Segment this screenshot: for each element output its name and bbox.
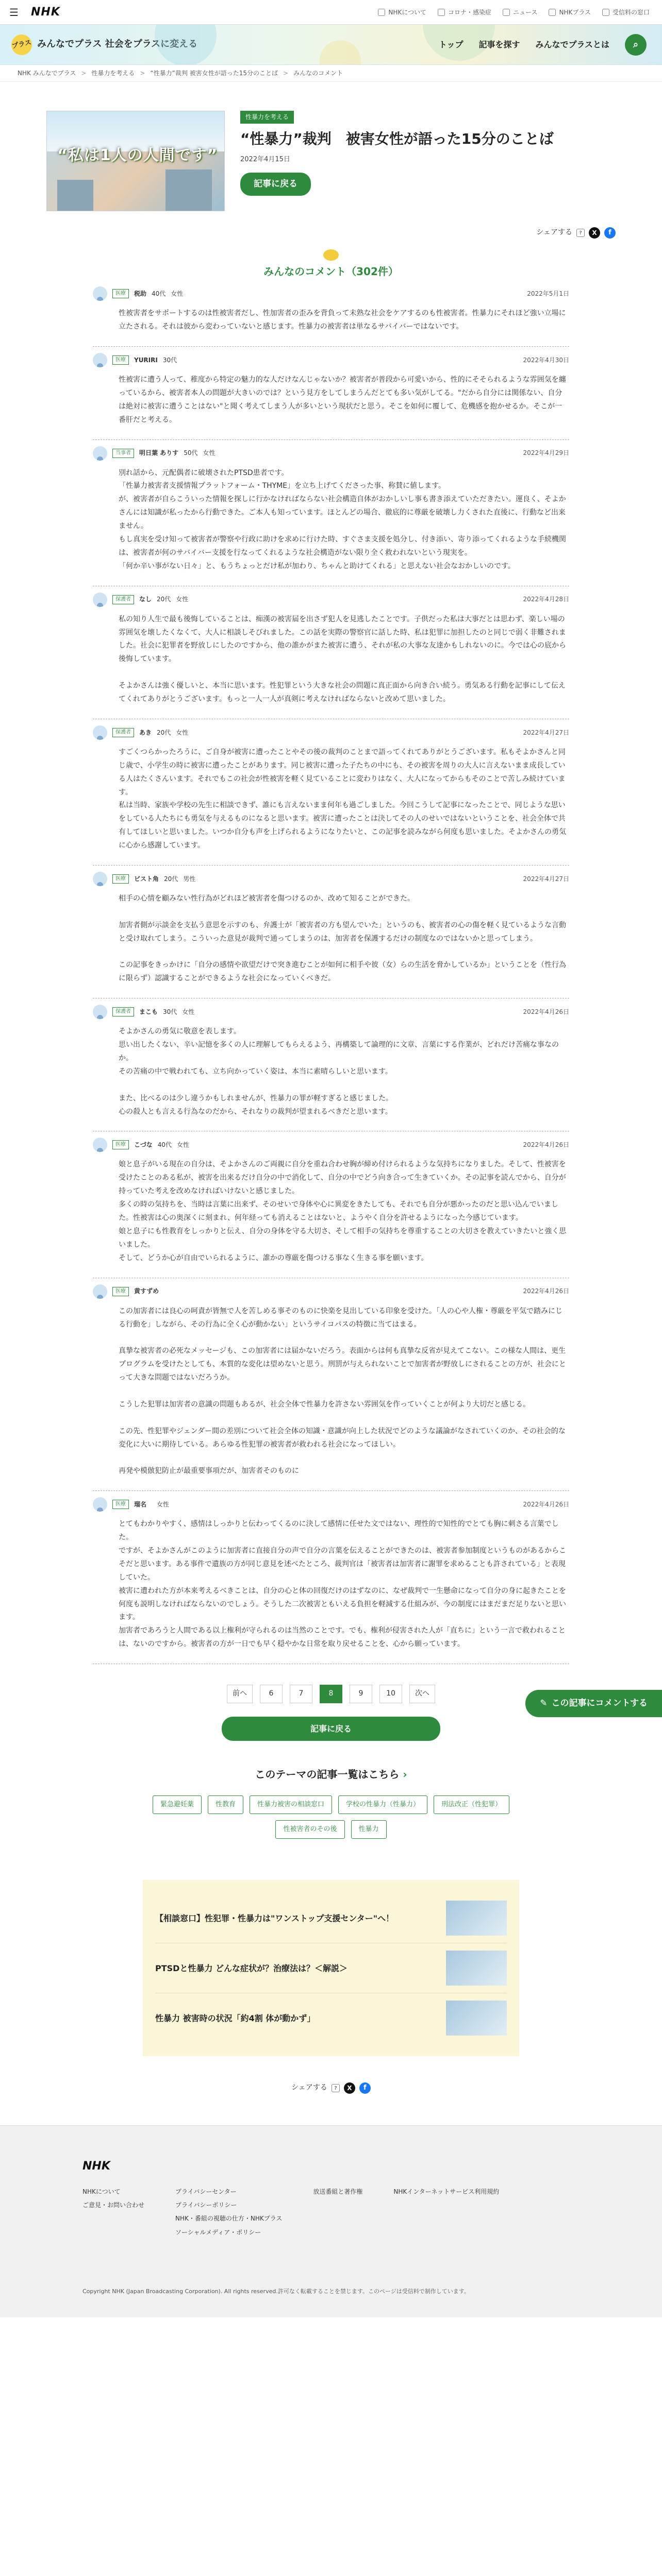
global-header (0, 0, 662, 25)
footer-links (82, 2187, 580, 2241)
theme-chip[interactable]: 刑法改正（性犯罪） (434, 1795, 509, 1814)
comment-age: 20代 (157, 596, 171, 603)
avatar (93, 446, 107, 461)
comment-author: 瑠名 (134, 1500, 147, 1508)
comment-role-badge: 医療 (112, 1287, 129, 1296)
help-icon[interactable]: ? (332, 2084, 340, 2092)
comment-meta (93, 1284, 569, 1299)
theme-chips (140, 1795, 522, 1839)
comment-item (93, 1491, 569, 1664)
site-badge[interactable]: プラス (9, 32, 34, 57)
bottom-back-to-article-button[interactable]: 記事に戻る (222, 1717, 440, 1741)
hamburger-menu-icon[interactable]: ☰ (9, 6, 19, 19)
theme-heading[interactable]: このテーマの記事一覧はこちら › (255, 1768, 407, 1781)
chevron-right-icon: › (403, 1768, 407, 1781)
comment-author: まこも (139, 1008, 158, 1016)
comment-meta (93, 1497, 569, 1512)
comment-gender: 男性 (183, 875, 196, 883)
comment-gender: 女性 (177, 1141, 190, 1149)
article-thumbnail[interactable] (46, 111, 225, 211)
pager-page-6[interactable]: 6 (260, 1685, 283, 1703)
avatar-head-icon (97, 1148, 103, 1152)
comment-item (93, 1131, 569, 1278)
comment-meta (93, 725, 569, 740)
related-articles (143, 1880, 519, 2056)
share-bar (536, 227, 616, 239)
comment-body: すごくつらかったろうに、ご自身が被害に遭ったことやその後の裁判のことまで語ってくれてありがとうございます。私もそよかさんと同じ歳で、小学生の時に被害に遭ったことがあります。同じ被害に遭った子たちの中にも、その被害を周りの大人に言えないまま成長している人はたくさんいます。それでもこの社会が性被害を軽く見ていることに変わりはなく、大人になってからもそのことで苦しみ続けています。 私は当時、家族や学校の先生に相談できず、誰にも言えないまま何年も過ごしました。今回こうして記事になったことで、同じような思いをしている人たちにも勇気を与えるものになると思います。被害に遭ったことは決してその人のせいではないということを、社会全体で共有してほしいと思いました。いつか自分も声を上げられるようになりたいと、この記事を読みながら何度も思いました。そよかさんの勇気に心から感謝しています。 (119, 748, 566, 850)
pager-page-8[interactable]: 8 (320, 1685, 342, 1703)
comment-item (93, 280, 569, 347)
footer-link[interactable]: NHKインターネットサービス利用規約 (393, 2188, 500, 2195)
bottom-share-row (0, 2082, 662, 2125)
pager-page-10[interactable]: 10 (379, 1685, 402, 1703)
copyright: Copyright NHK (Japan Broadcasting Corporation). All rights reserved.許可なく転載することを禁じます。このページは受信料で制作しています。 (82, 2288, 470, 2295)
article-title: “性暴力”裁判 被害女性が語った15分のことば (240, 130, 554, 147)
comment-age: 20代 (164, 875, 178, 883)
global-link-fee[interactable]: 受信料の窓口 (602, 7, 650, 18)
comment-meta (93, 1005, 569, 1019)
comment-gender: 女性 (171, 290, 184, 297)
post-comment-button[interactable]: ✎ この記事にコメントする (525, 1690, 662, 1717)
avatar (93, 592, 107, 607)
comments-heading (0, 249, 662, 280)
comment-gender: 女性 (176, 596, 189, 603)
nav-about[interactable]: みんなでプラスとは (535, 40, 609, 50)
theme-tag[interactable]: 性暴力を考える (240, 111, 294, 123)
avatar (93, 1005, 107, 1019)
avatar (93, 286, 107, 301)
comment-role-badge: 保護者 (112, 728, 134, 737)
comment-author: あき (139, 728, 152, 736)
help-icon[interactable]: ? (576, 229, 585, 237)
comment-item (93, 998, 569, 1131)
comment-role-badge: 当事者 (112, 449, 134, 458)
theme-section (0, 1766, 662, 1839)
breadcrumb (0, 65, 662, 82)
comment-date: 2022年5月1日 (527, 290, 569, 297)
comment-date: 2022年4月26日 (523, 1500, 569, 1508)
footer-link[interactable]: NHK・番組の視聴の仕方・NHKプラス (175, 2215, 283, 2223)
global-link-news[interactable]: ニュース (503, 7, 537, 18)
comment-role-badge: 医療 (112, 289, 129, 298)
comment-role-badge: 医療 (112, 874, 129, 884)
related-article-thumbnail (446, 2001, 507, 2036)
comment-meta (93, 286, 569, 301)
comment-meta (93, 353, 569, 367)
global-link-plus[interactable]: NHKプラス (549, 7, 591, 18)
comment-author: 明日葉 ありす (139, 449, 179, 457)
comment-meta (93, 592, 569, 607)
related-article-item[interactable] (155, 1993, 507, 2043)
x-share-icon[interactable]: X (344, 2082, 355, 2094)
comment-role-badge: 保護者 (112, 1007, 134, 1016)
comment-item (93, 719, 569, 866)
window-icon (602, 9, 609, 16)
comment-body: 性被害者をサポートするのは性被害者だし、性加害者の歪みを背負って未熟な社会をケアするのも性被害者。性暴力にそれほど強い立場に立たされる。それは彼から変わっていないと感じます。性暴力の被害者は単なるサバイバーではないです。 (119, 309, 566, 331)
news-icon (503, 9, 510, 16)
comment-body: 性被害に遭う人って、稚度から特定の魅力的な人だけなんじゃないか？被害者が普段から可愛いから、性的にそそられるような雰囲気を纏っているから、被害者本人の問題が大きいのでは？という見方をしてしまうんだとても多い気がしてる。"だから自分には関係ない、自分は絶対に被害に遭うことはない"と聞く考えてしまう人が多いという現状だと思う。そこを如何に覆して、危機感を抱かせるか。そこが一番肝だと考える。 (119, 375, 566, 424)
theme-chip[interactable]: 性暴力被害の相談窓口 (250, 1795, 332, 1814)
comment-body: 娘と息子がいる現在の自分は、そよかさんのご両親に自分を重ね合わせ胸が締め付けられるような気持ちになりました。そして、性被害を受けたことのある私が、被害を出来るだけ自分の中で消化して、自分の中でどう向き合って生きていくか。その記事を読んでから、自分が持っていた考えを改めなければいけないと感じました。 多くの時の気持ちを、当時は言葉に出来ず、そのせいで身体や心に異変をきたしても、それでも自分が悪かったのだと思い込んでいました。性被害は心の奥深くに刻まれ、何年経っても消えることはないと、ようやく自分を許せるようになった今感じています。 娘と息子にも性教育をしっかりと伝え、自分の身体を守る大切さ、そして相手の気持ちを尊重することの大切さを教えていきたいと強く思いました。 そして、どうか心が自由でいられるように、誰かの尊厳を傷つける事なく生きる事を願います。 (119, 1160, 567, 1262)
comment-age: 50代 (184, 449, 198, 457)
avatar-head-icon (97, 297, 103, 301)
pager-next-button[interactable]: 次へ (409, 1685, 435, 1703)
footer-link[interactable]: プライバシーポリシー (175, 2201, 237, 2209)
avatar-head-icon (97, 456, 103, 461)
article-date: 2022年4月15日 (240, 155, 290, 163)
comment-age: 40代 (157, 1141, 172, 1149)
comment-role-badge: 医療 (112, 1140, 129, 1149)
comment-age: 30代 (162, 356, 177, 364)
comment-role-badge: 医療 (112, 1500, 129, 1509)
theme-chip[interactable]: 性暴力 (351, 1820, 387, 1839)
related-article-title: 【相談窓口】性犯罪・性暴力は"ワンストップ支援センター"へ！ (155, 1913, 394, 1923)
footer-link[interactable]: ご意見・お問い合わせ (82, 2201, 145, 2209)
comment-meta (93, 1138, 569, 1152)
related-article-thumbnail (446, 1951, 507, 1986)
comment-item (93, 347, 569, 440)
site-name[interactable]: みんなでプラス 社会をプラスに変える (37, 39, 198, 50)
site-nav (439, 25, 647, 65)
footer-logo[interactable]: NHK (82, 2160, 110, 2173)
breadcrumb-article[interactable]: “性暴力”裁判 被害女性が語った15分のことば (150, 70, 278, 77)
comment-body: そよかさんの勇気に敬意を表します。 思い出したくない、辛い記憶を多くの人に理解してもらえるよう、再構築して論理的に文章、言葉にする作業が、どれだけ苦痛な事なのか。 その苦痛の中で戦われても、立ち向かっていく姿は、本当に素晴らしいと思います。 また、比べるのは少し違うかもしれませんが、性暴力の罪が軽すぎると感じました。 心の殺人とも言える行為なのだから、それなりの裁判が望まれるべきだと思います。 (119, 1027, 559, 1116)
comment-body: とてもわかりやすく、感情はしっかりと伝わってくるのに決して感情に任せた文ではない、理性的で知性的でとても胸に刺さる言葉でした。 ですが、そよかさんがこのように加害者に直接自分の声で自分の言葉を伝えることができたのは、被害者参加制度というものがあるからこそだと思います。ある事件で遺族の方が同じ意見を述べたところ、裁判官は「被害者は加害者に謝罪を求めることも許されている」と表現していた。 被害に遭われた方が本来考えるべきことは、自分の心と体の回復だけのはずなのに、なぜ裁判で一生懸命になって自分の身に起きたことを何度も説明しなければならないのでしょう。そうした二次被害ともいえる負担を軽減する仕組みが、今の制度にはまだまだ足りないと思います。 加害者であろうと人間である以上権利が守られるのは当然のことです。でも、権利が侵害された人が「直ちに」という一言で救われることは、ないのですから。被害者の方が一日でも早く穏やかな日常を取り戻せることを、心から願っています。 (119, 1520, 566, 1649)
x-share-icon[interactable]: X (589, 227, 600, 239)
footer-link[interactable]: 放送番組と著作権 (313, 2188, 363, 2195)
comment-role-badge: 保護者 (112, 595, 134, 604)
comment-author: 税助 (134, 290, 147, 297)
comment-meta (93, 872, 569, 886)
comment-gender: 女性 (203, 449, 216, 457)
comment-age: 30代 (163, 1008, 177, 1016)
comment-date: 2022年4月26日 (523, 1008, 569, 1016)
comment-list (93, 280, 569, 1664)
share-row (0, 227, 662, 239)
comment-body: 相手の心情を顧みない性行為がどれほど被害者を傷つけるのか、改めて知ることができた。 加害者側が示談金を支払う意思を示すのも、弁護士が「被害者の方も望んでいた」というのも、被害者の心の傷を軽く見ているような言動と受け取れてしまう。こういった意見が裁判で通ってしまうのは、加害者を保護するだけの制度なのではないかと思ってしまう。 この記事をきっかけに「自分の感情や欲望だけで突き進むことが如何に相手や彼（女）らの生活を脅かしているか」ということを（性行為に限らず）認識することができるような社会になっていくべきだ。 (119, 894, 566, 983)
comment-date: 2022年4月29日 (523, 449, 569, 457)
footer-column (393, 2187, 499, 2241)
nhk-logo[interactable]: NHK (31, 5, 60, 19)
comment-gender: 女性 (157, 1500, 170, 1508)
footer-column (175, 2187, 282, 2241)
global-nav (378, 0, 650, 25)
pager-page-7[interactable]: 7 (290, 1685, 312, 1703)
comment-age: 40代 (152, 290, 166, 297)
comment-gender: 女性 (176, 728, 189, 736)
footer-link[interactable]: NHKについて (82, 2188, 121, 2195)
avatar-head-icon (97, 882, 103, 886)
comments-title: みんなのコメント（302件） (263, 265, 399, 278)
breadcrumb-separator: > (283, 70, 289, 77)
comment-meta (93, 446, 569, 461)
thumbnail-building (57, 180, 93, 211)
avatar-head-icon (97, 736, 103, 740)
avatar-head-icon (97, 1295, 103, 1299)
comment-date: 2022年4月26日 (523, 1287, 569, 1295)
comment-item (93, 440, 569, 586)
footer-column (313, 2187, 362, 2241)
breadcrumb-theme[interactable]: 性暴力を考える (91, 70, 135, 77)
play-icon (549, 9, 556, 16)
avatar (93, 872, 107, 886)
thumbnail-building (166, 170, 212, 211)
nav-top[interactable]: トップ (438, 40, 464, 50)
theme-chip[interactable]: 性被害者のその後 (275, 1820, 344, 1839)
related-article-title: 性暴力 被害時の状況「約4割 体が動かず」 (155, 2013, 316, 2023)
comment-gender: 女性 (182, 1008, 195, 1016)
comment-author: こづな (134, 1141, 153, 1149)
theme-chip[interactable]: 学校の性暴力（性暴力） (338, 1795, 427, 1814)
search-icon[interactable]: ⌕ (625, 34, 647, 56)
facebook-share-icon[interactable]: f (604, 227, 616, 239)
back-to-article-button[interactable]: 記事に戻る (240, 173, 311, 196)
article-header (0, 82, 662, 227)
comment-body: この加害者には良心の呵責が皆無で人を苦しめる事そのものに快楽を見出している印象を受けた。「人の心や人権・尊厳を平気で踏みにじる行動を」しながら、その行為に全く心が動かない」というサイコパスの特徴に当てはまる。 真摯な被害者の必死なメッセージも、この加害者には届かないだろう。表面からは何も真摯な反省が見えてこない。この様な人間は、更生プログラムを受けたとしても、本質的な変化は望めないと思う。刑罰が与えられないことで加害者が野放しにされることの方が、社会にとって大きな問題ではないだろうか。 こうした犯罪は加害者の意識の問題もあるが、社会全体で性暴力を許さない雰囲気を作っていくことが何より大切だと感じる。 この先、性犯罪やジェンダー間の差別について社会全体の知識・意識が向上した状況でどのような議論がなされていくのか、その社会的な変化に大いに期待している。あらゆる性犯罪の被害者が救われる社会になってほしい。 再発や模倣犯防止が最重要事項だが、加害者そのものに (119, 1307, 566, 1476)
comment-item (93, 1278, 569, 1492)
avatar (93, 353, 107, 367)
global-link-about[interactable]: NHKについて (378, 7, 426, 18)
avatar (93, 725, 107, 740)
avatar-head-icon (97, 1015, 103, 1019)
avatar-head-icon (97, 603, 103, 607)
footer-link[interactable]: ソーシャルメディア・ポリシー (175, 2228, 261, 2236)
comment-author: 黄すずめ (134, 1287, 159, 1295)
theme-chip[interactable]: 緊急避妊薬 (153, 1795, 202, 1814)
comment-age: 20代 (157, 728, 171, 736)
breadcrumb-current: みんなのコメント (293, 70, 343, 77)
decoration-circle (320, 40, 361, 65)
theme-chip[interactable]: 性教育 (208, 1795, 243, 1814)
comment-date: 2022年4月28日 (523, 596, 569, 603)
comment-date: 2022年4月27日 (523, 728, 569, 736)
related-article-item[interactable] (155, 1893, 507, 1943)
comment-date: 2022年4月26日 (523, 1141, 569, 1149)
avatar (93, 1138, 107, 1152)
bottom-share-bar (291, 2082, 371, 2094)
article-info (240, 111, 616, 211)
facebook-share-icon[interactable]: f (359, 2082, 371, 2094)
footer (0, 2125, 662, 2317)
related-article-title: PTSDと性暴力 どんな症状が？治療法は？＜解説＞ (155, 1963, 348, 1973)
nav-find-articles[interactable]: 記事を探す (478, 40, 520, 50)
comment-date: 2022年4月30日 (523, 356, 569, 364)
pencil-icon: ✎ (540, 1698, 548, 1708)
site-header (0, 25, 662, 65)
footer-link[interactable]: プライバシーセンター (175, 2188, 237, 2195)
info-icon (378, 9, 385, 16)
avatar-head-icon (97, 363, 103, 367)
thumbnail-caption: “私は1人の人間です” (57, 146, 218, 165)
related-article-thumbnail (446, 1901, 507, 1936)
global-link-corona[interactable]: コロナ・感染症 (438, 7, 491, 18)
comment-role-badge: 医療 (112, 355, 129, 365)
comment-date: 2022年4月27日 (523, 875, 569, 883)
comment-author: ビスト角 (134, 875, 159, 883)
virus-icon (438, 9, 445, 16)
pager-page-9[interactable]: 9 (350, 1685, 372, 1703)
comment-item (93, 586, 569, 719)
comment-author: なし (139, 596, 152, 603)
avatar (93, 1497, 107, 1512)
speech-bubble-icon (323, 249, 339, 261)
breadcrumb-separator: > (140, 70, 145, 77)
footer-column (82, 2187, 144, 2241)
comment-author: YURIRI (134, 356, 158, 364)
avatar-head-icon (97, 1507, 103, 1512)
breadcrumb-home[interactable]: NHK みんなでプラス (18, 70, 76, 77)
share-label: シェアする (536, 228, 572, 237)
share-label: シェアする (291, 2083, 327, 2092)
comment-item (93, 866, 569, 998)
pager-prev-button[interactable]: 前へ (227, 1685, 253, 1703)
avatar (93, 1284, 107, 1299)
breadcrumb-separator: > (81, 70, 87, 77)
decoration-circle (155, 25, 217, 65)
comment-body: 私の知り人生で最も後悔していることは、痴漢の被害届を出さず犯人を見逃したことです。子供だった私は大事だとは思わず、楽しい場の雰囲気を壊したくなくて、大人に相談しそびれました。この話を実際の警察官に話した時、私は犯罪に加担したのと同じで弱く非難されました。社会に犯罪者を野放しにしたのですから、他の誰かがまた被害に遭う、それが私の大事な友達かもしれないのに。今では心の底から後悔しています。 そよかさんは強く優しいと、本当に思います。性犯罪という大きな社会の問題に真正面から向き合い続う。勇気ある行動を記事にして伝えてくれてありがとうございます。もっと一人一人が真剣に考えなければならないと改めて思いました。 (119, 615, 566, 703)
comment-body: 別れ話から、元配偶者に破壊されたPTSD患者です。 「性暴力被害者支援情報プラットフォーム・THYME」を立ち上げてくださった事、称賛に値します。 が、被害者が自らこういった情報を探しに行かなければならない社会構造自体がおかしいし事も書き添えていただきたい。運良く、そよかさんには知識が私ったから行動できた。ご本人も知っています。ほとんどの場合、徹底的に尊厳を破壊し力くされた直後に、行動など出来ません。 もし真実を受け知って被害者が警察や行政に助けを求めに行けた時、すぐさま支援を処分し、付き添い、寄り添ってくれるような手続機関は、被害者が何のサバイバー支援を行なってくれるような社会構造がない限り全く救われないという現実を。 「何か辛い事がない日々」と、もうちょっとだけ私が加わり、ちゃんと助けてくれる」と思えない社会なおかしいのです。 (119, 468, 566, 570)
related-article-item[interactable] (155, 1943, 507, 1993)
